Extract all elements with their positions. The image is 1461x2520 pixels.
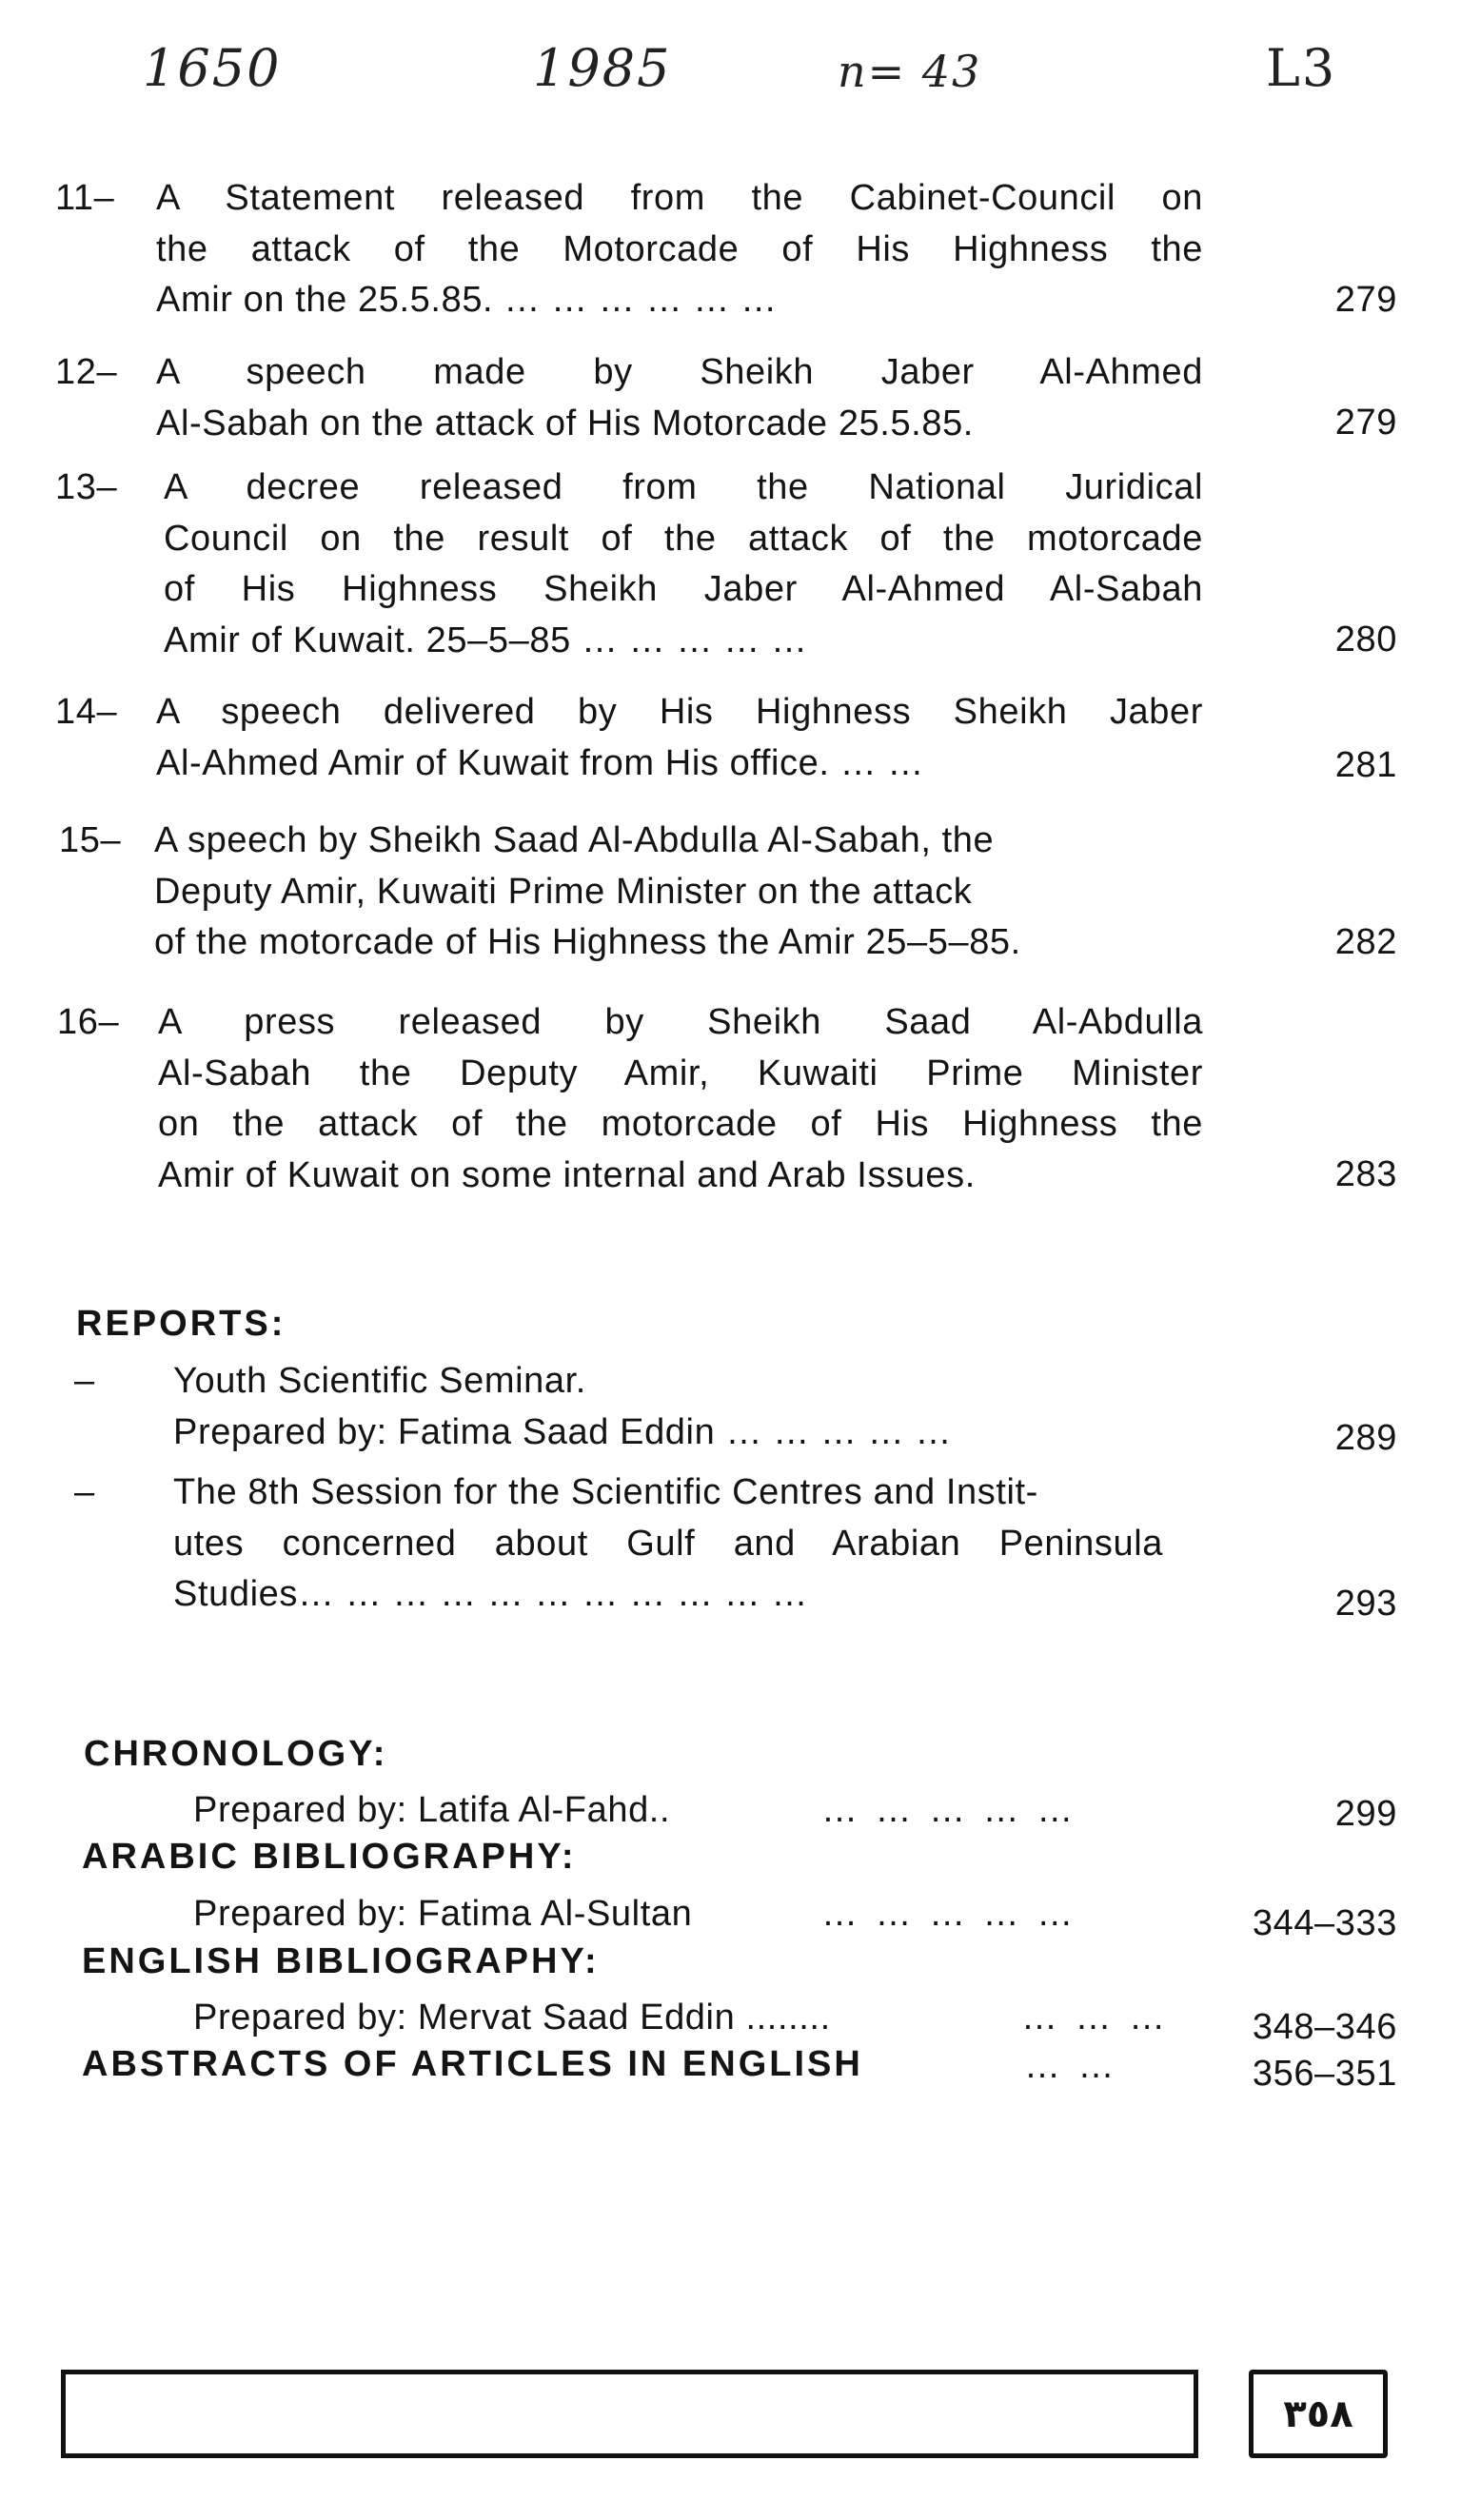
entry-number: 11–	[55, 178, 115, 218]
report-line: Youth Scientific Seminar.	[173, 1361, 586, 1401]
report-dash: –	[74, 1472, 95, 1512]
entry-line: A speech made by Sheikh Jaber Al-Ahmed	[156, 352, 1203, 392]
report-dash: –	[74, 1361, 95, 1401]
toc-entry-14	[55, 687, 1397, 789]
entry-page: 281	[1334, 745, 1397, 785]
english-bibliography-heading: ENGLISH BIBLIOGRAPHY:	[82, 1941, 600, 1981]
report-line: The 8th Session for the Scientific Centres and Instit-	[173, 1472, 1038, 1512]
toc-entry-13	[55, 463, 1397, 666]
abstracts-page: 356–351	[1252, 2054, 1397, 2094]
chronology-prepared-by: Prepared by: Latifa Al-Fahd..	[193, 1790, 671, 1830]
handwritten-note-4: L3	[1266, 38, 1337, 98]
page-number: ٣٥٨	[1283, 2392, 1353, 2436]
chronology-page: 299	[1334, 1794, 1397, 1834]
entry-line: A speech delivered by His Highness Sheikh Jaber	[156, 692, 1203, 732]
handwritten-note-3: n= 43	[838, 46, 982, 97]
abstracts-heading: ABSTRACTS OF ARTICLES IN ENGLISH	[82, 2044, 863, 2084]
toc-entry-16	[55, 997, 1397, 1201]
entry-line: Council on the result of the attack of the motorcade	[164, 518, 1203, 559]
report-item	[74, 1467, 1397, 1624]
english-bibliography-entry	[193, 1993, 1397, 2047]
entry-page: 282	[1334, 922, 1397, 962]
reports-heading: REPORTS:	[76, 1304, 286, 1344]
entry-line: Al-Ahmed Amir of Kuwait from His office. … …	[156, 742, 925, 783]
entry-line: A decree released from the National Juridical	[164, 467, 1203, 507]
leader-dots: … …	[1024, 2046, 1118, 2086]
report-line: utes concerned about Gulf and Arabian Peninsula	[173, 1523, 1163, 1564]
report-page: 293	[1334, 1584, 1397, 1624]
report-page: 289	[1334, 1418, 1397, 1458]
entry-line: Amir of Kuwait on some internal and Arab Issues.	[158, 1154, 976, 1195]
arabic-bibliography-heading: ARABIC BIBLIOGRAPHY:	[82, 1837, 577, 1877]
entry-line: Al-Sabah the Deputy Amir, Kuwaiti Prime Minister	[158, 1053, 1203, 1093]
entry-line: the attack of the Motorcade of His Highness the	[156, 228, 1203, 269]
entry-line: Amir on the 25.5.85. … … … … … …	[156, 280, 778, 320]
entry-line: of His Highness Sheikh Jaber Al-Ahmed Al-Sabah	[164, 569, 1203, 609]
entry-line: A speech by Sheikh Saad Al-Abdulla Al-Sabah, the	[154, 820, 995, 860]
chronology-heading: CHRONOLOGY:	[84, 1734, 388, 1774]
arabic-bibliography-entry	[193, 1889, 1397, 1943]
leader-dots: … … … … …	[821, 1790, 1077, 1830]
page-number-box	[1249, 2370, 1388, 2458]
report-line: Studies… … … … … … … … … … …	[173, 1574, 809, 1614]
leader-dots: … … …	[1021, 1998, 1170, 2038]
entry-line: A press released by Sheikh Saad Al-Abdulla	[158, 1002, 1203, 1042]
arabic-bibliography-page: 344–333	[1252, 1903, 1397, 1943]
entry-number: 12–	[55, 352, 118, 392]
entry-number: 14–	[55, 692, 118, 732]
english-bibliography-page: 348–346	[1252, 2007, 1397, 2047]
toc-entry-15	[55, 816, 1397, 969]
entry-number: 16–	[57, 1002, 120, 1042]
entry-line: Amir of Kuwait. 25–5–85 … … … … …	[164, 620, 808, 660]
entry-page: 283	[1334, 1154, 1397, 1194]
report-item	[74, 1356, 1397, 1458]
toc-entry-12	[55, 347, 1397, 449]
footer-frame	[61, 2370, 1198, 2458]
report-line: Prepared by: Fatima Saad Eddin … … … … …	[173, 1411, 953, 1452]
handwritten-note-2: 1985	[533, 38, 672, 98]
english-bibliography-prepared-by: Prepared by: Mervat Saad Eddin ........	[193, 1998, 831, 2038]
entry-page: 279	[1334, 280, 1397, 320]
chronology-entry	[193, 1785, 1397, 1837]
entry-line: on the attack of the motorcade of His Highness the	[158, 1104, 1203, 1144]
handwritten-note-1: 1650	[143, 38, 282, 98]
entry-page: 279	[1334, 403, 1397, 443]
entry-line: of the motorcade of His Highness the Amir 25–5–85.	[154, 922, 1021, 962]
entry-line: A Statement released from the Cabinet-Council on	[156, 178, 1203, 218]
entry-number: 13–	[55, 467, 118, 507]
entry-page: 280	[1334, 620, 1397, 660]
abstracts-entry	[82, 2044, 1397, 2096]
toc-entry-11	[55, 173, 1397, 326]
entry-number: 15–	[59, 820, 122, 860]
leader-dots: … … … … …	[821, 1894, 1077, 1934]
arabic-bibliography-prepared-by: Prepared by: Fatima Al-Sultan	[193, 1894, 693, 1934]
entry-line: Al-Sabah on the attack of His Motorcade 25.5.85.	[156, 403, 974, 443]
entry-line: Deputy Amir, Kuwaiti Prime Minister on the attack	[154, 871, 973, 912]
